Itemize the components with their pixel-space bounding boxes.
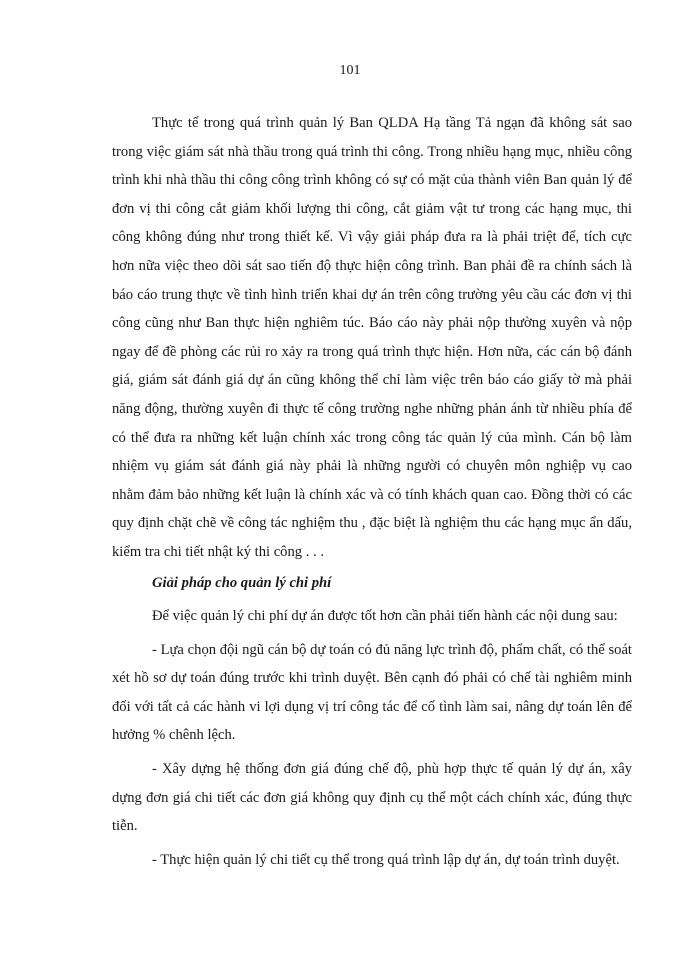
list-item-staff-selection: - Lựa chọn đội ngũ cán bộ dự toán có đủ năng lực trình độ, phẩm chất, có thể soát xét hồ sơ dự toán đúng trước khi trình duyệt. Bên cạnh đó phải có chế tài nghiêm minh đối với tất cả các hành vi lợi dụng vị trí công tác để cố tình làm sai, nâng dự toán lên để hưởng % chênh lệch. <box>112 641 632 744</box>
list-item-unit-price-system: - Xây dựng hệ thống đơn giá đúng chế độ, phù hợp thực tế quản lý dự án, xây dựng đơn giá chi tiết các đơn giá không quy định cụ thể một cách chính xác, đúng thực tiễn. <box>112 761 632 835</box>
body-text <box>112 109 632 879</box>
section-heading-cost-management: Giải pháp cho quản lý chi phí <box>152 574 332 591</box>
paragraph-cost-intro: Để việc quản lý chi phí dự án được tốt hơn cần phải tiến hành các nội dung sau: <box>152 608 618 625</box>
list-item-detailed-management: - Thực hiện quản lý chi tiết cụ thể trong quá trình lập dự án, dự toán trình duyệt. <box>152 851 620 868</box>
paragraph-supervision: Thực tế trong quá trình quản lý Ban QLDA Hạ tầng Tả ngạn đã không sát sao trong việc giám sát nhà thầu trong quá trình thi công. Trong nhiều hạng mục, nhiều công trình khi nhà thầu thi công công trình không có sự có mặt của thành viên Ban quản lý để đơn vị thi công cắt giảm khối lượng thi công, cắt giảm vật tư trong các hạng mục, thi công không đúng như trong thiết kế. Vì vậy giải pháp đưa ra là phải triệt để, tích cực hơn nữa việc theo dõi sát sao tiến độ thực hiện công trình. Ban phải đề ra chính sách là báo cáo trung thực về tình hình triển khai dự án trên công trường yêu cầu các đơn vị thi công cũng như Ban thực hiện nghiêm túc. Báo cáo này phải nộp thường xuyên và nộp ngay để đề phòng các rủi ro xảy ra trong quá trình thực hiện. Hơn nữa, các cán bộ đánh giá, giám sát đánh giá dự án cũng không thể chỉ làm việc trên báo cáo giấy tờ mà phải năng động, thường xuyên đi thực tế công trường nghe những phản ánh từ nhiều phía để có thể đưa ra những kết luận chính xác trong công tác quản lý của mình. Cán bộ làm nhiệm vụ giám sát đánh giá này phải là những người có chuyên môn nghiệp vụ cao nhằm đảm bảo những kết luận là chính xác và có tính khách quan cao. Đồng thời có các quy định chặt chẽ về công tác nghiệm thu , đặc biệt là nghiệm thu các hạng mục ẩn dấu, kiểm tra chi tiết nhật ký thi công . . . <box>112 115 632 560</box>
page-number: 101 <box>339 63 361 78</box>
